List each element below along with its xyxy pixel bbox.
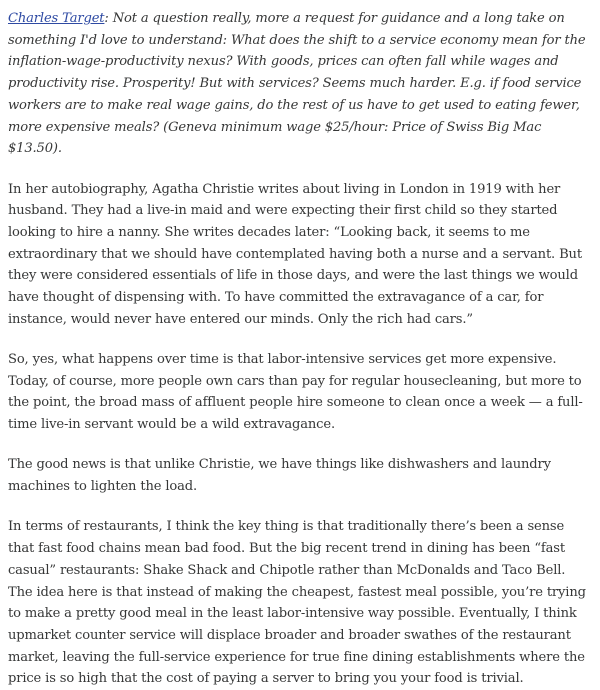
question-separator: : — [104, 11, 113, 26]
question-text: Not a question really, more a request for guidance and a long take on something I'd love to understand: What does the shift to a service economy mean for the inflation-wage-productivity nexus? With goods, prices can often fall while wages and productivity rise. Prosperity! But with services? Seems much harder. E.g. if food service workers are to make real wage gains, do the rest of us have to get used to eating fewer, more expensive meals? (Geneva minimum wage $25/hour: Price of Swiss Big Mac $13.50). — [8, 11, 586, 157]
paragraph-restaurants: In terms of restaurants, I think the key thing is that traditionally there’s been a sense that fast food chains mean bad food. But the big recent trend in dining has been “fast casual” restaurants: Shake Shack and Chipotle rather than McDonalds and Taco Bell. The idea here is that instead of making the cheapest, fastest meal possible, you’re trying to make a pretty good meal in the least labor-intensive way possible. Eventually, I think upmarket counter service will displace broader and broader swathes of the restaurant market, leaving the full-service experience for true fine dining establishments where the price is so high that the cost of paying a server to bring you your food is trivial. — [8, 519, 586, 687]
paragraph-services-cost: So, yes, what happens over time is that labor-intensive services get more expensive. Today, of course, more people own cars than pay for regular housecleaning, but more to the point, the broad mass of affluent people hire someone to clean once a week — a full-time live-in servant would be a wild extravagance. — [8, 352, 583, 433]
paragraph-good-news: The good news is that unlike Christie, we have things like dishwashers and laundry machines to lighten the load. — [8, 457, 551, 495]
asker-name-link[interactable]: Charles Target — [8, 11, 105, 26]
reader-question — [8, 8, 592, 160]
paragraph-christie: In her autobiography, Agatha Christie writes about living in London in 1919 with her husband. They had a live-in maid and were expecting their first child so they started looking to hire a nanny. She writes decades later: “Looking back, it seems to me extraordinary that we should have contemplated having both a nurse and a servant. But they were considered essentials of life in those days, and were the last things we would have thought of dispensing with. To have committed the extravagance of a car, for instance, would never have entered our minds. Only the rich had cars.” — [8, 181, 582, 327]
